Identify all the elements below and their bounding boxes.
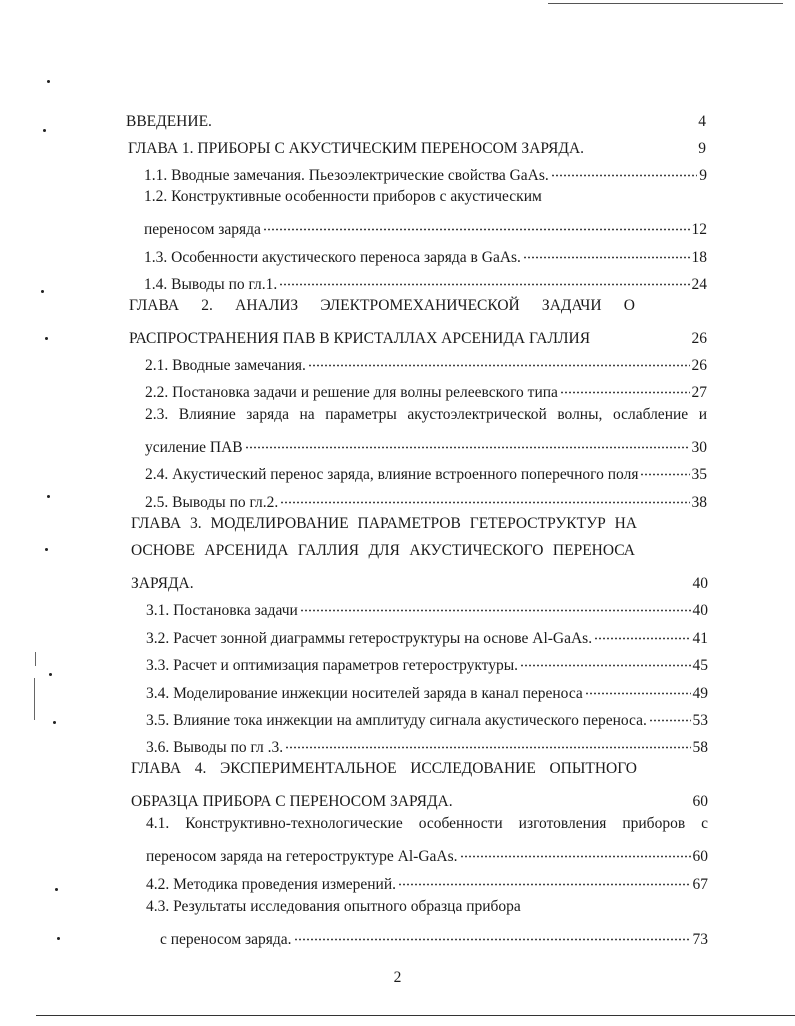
toc-entry-page: 9	[699, 167, 707, 184]
toc-entry-title: ОБРАЗЦА ПРИБОРА С ПЕРЕНОСОМ ЗАРЯДА.	[131, 793, 453, 810]
toc-entry-page: 9	[698, 140, 706, 157]
toc-entry-title: ВВЕДЕНИЕ.	[126, 113, 212, 130]
toc-entry-title: 1.4. Выводы по гл.1.	[144, 276, 278, 293]
scan-bottom-edge-line	[36, 1015, 795, 1016]
toc-entry-title: переносом заряда на гетероструктуре Al-GaAs.	[146, 848, 458, 865]
toc-entry-chapter-2-cont[interactable]	[0, 323, 795, 347]
toc-entry-section-2-5[interactable]	[0, 487, 795, 511]
toc-entry-title: 2.5. Выводы по гл.2.	[145, 494, 279, 511]
toc-entry-title: 3.5. Влияние тока инжекции на амплитуду сигнала акустического переноса.	[146, 712, 647, 729]
scan-margin-mark	[43, 129, 46, 132]
scan-margin-mark	[41, 290, 44, 293]
toc-entry-title: 1.3. Особенности акустического переноса заряда в GaAs.	[144, 249, 521, 266]
toc-dot-leader	[585, 678, 691, 698]
toc-entry-page: 18	[691, 249, 707, 266]
toc-entry-page: 41	[692, 630, 708, 647]
toc-entry-page: 60	[692, 848, 708, 865]
scan-margin-mark	[49, 673, 52, 676]
toc-dot-leader	[294, 924, 691, 944]
toc-entry-page: 26	[691, 357, 707, 374]
toc-entry-title: 3.4. Моделирование инжекции носителей заряда в канал переноса	[146, 685, 583, 702]
toc-entry-page: 4	[698, 113, 706, 130]
toc-entry-title: с переносом заряда.	[160, 931, 292, 948]
toc-dot-leader	[245, 432, 690, 452]
toc-entry-section-4-2[interactable]	[0, 869, 795, 893]
toc-entry-title: ЗАРЯДА.	[131, 575, 194, 592]
toc-entry-section-4-3[interactable]	[0, 897, 795, 917]
toc-dot-leader	[460, 841, 691, 861]
toc-entry-section-1-4[interactable]	[0, 269, 795, 293]
toc-entry-title: 3.6. Выводы по гл .3.	[146, 739, 284, 756]
toc-entry-title: 2.3. Влияние заряда на параметры акустоэлектрической волны, ослабление и	[145, 406, 707, 423]
toc-entry-section-4-3-cont[interactable]	[0, 924, 795, 948]
toc-entry-page: 26	[691, 330, 707, 347]
toc-dot-leader	[308, 350, 690, 370]
toc-entry-page: 40	[692, 602, 708, 619]
toc-entry-section-2-2[interactable]	[0, 377, 795, 401]
toc-dot-leader	[560, 377, 690, 397]
page-number: 2	[393, 969, 402, 986]
toc-entry-page: 53	[692, 712, 708, 729]
toc-entry-section-1-2-cont[interactable]	[0, 214, 795, 238]
toc-entry-page: 40	[692, 575, 708, 592]
toc-entry-section-2-4[interactable]	[0, 459, 795, 483]
toc-entry-title: 3.1. Постановка задачи	[146, 602, 298, 619]
toc-entry-section-3-5[interactable]	[0, 705, 795, 729]
toc-entry-title: 4.3. Результаты исследования опытного образца прибора	[146, 898, 521, 915]
toc-entry-title: 1.1. Вводные замечания. Пьезоэлектрические свойства GaAs.	[144, 167, 549, 184]
toc-entry-chapter-2[interactable]	[0, 296, 795, 316]
toc-entry-title: ГЛАВА 3. МОДЕЛИРОВАНИЕ ПАРАМЕТРОВ ГЕТЕРОСТРУКТУР НА	[131, 515, 637, 532]
toc-entry-section-3-3[interactable]	[0, 650, 795, 674]
toc-dot-leader	[279, 269, 689, 289]
toc-entry-page: 58	[692, 739, 708, 756]
toc-entry-page: 38	[691, 494, 707, 511]
toc-entry-title: переносом заряда	[144, 221, 261, 238]
toc-entry-title: 2.2. Постановка задачи и решение для волны релеевского типа	[145, 384, 558, 401]
toc-dot-leader	[551, 160, 697, 180]
toc-entry-section-1-1[interactable]	[0, 160, 795, 184]
toc-entry-page: 12	[691, 221, 707, 238]
toc-dot-leader	[263, 214, 690, 234]
toc-entry-section-4-1-cont[interactable]	[0, 841, 795, 865]
toc-entry-section-2-1[interactable]	[0, 350, 795, 374]
toc-entry-page: 67	[692, 876, 708, 893]
toc-entry-title: 1.2. Конструктивные особенности приборов с акустическим	[144, 188, 542, 205]
toc-dot-leader	[520, 650, 690, 670]
toc-entry-page: 24	[691, 276, 707, 293]
toc-entry-page: 73	[692, 931, 708, 948]
toc-entry-section-2-3-cont[interactable]	[0, 432, 795, 456]
toc-entry-chapter-3[interactable]	[0, 514, 795, 534]
toc-dot-leader	[523, 242, 690, 262]
toc-entry-chapter-1[interactable]	[0, 133, 795, 157]
toc-entry-section-3-1[interactable]	[0, 595, 795, 619]
toc-entry-title: ОСНОВЕ АРСЕНИДА ГАЛЛИЯ ДЛЯ АКУСТИЧЕСКОГО ПЕРЕНОСА	[131, 542, 635, 559]
toc-entry-page: 30	[691, 439, 707, 456]
toc-dot-leader	[649, 705, 691, 725]
toc-dot-leader	[594, 623, 690, 643]
toc-entry-chapter-4[interactable]	[0, 759, 795, 779]
toc-entry-page: 49	[692, 685, 708, 702]
toc-entry-introduction[interactable]	[0, 106, 795, 130]
toc-dot-leader	[285, 732, 690, 752]
toc-entry-section-3-2[interactable]	[0, 623, 795, 647]
toc-entry-chapter-3-end[interactable]	[0, 568, 795, 592]
toc-dot-leader	[398, 869, 690, 889]
scan-top-edge-line	[548, 3, 783, 4]
toc-entry-title: 3.3. Расчет и оптимизация параметров гетероструктуры.	[146, 657, 519, 674]
toc-entry-page: 60	[692, 793, 708, 810]
toc-entry-chapter-3-cont[interactable]	[0, 541, 795, 561]
toc-entry-section-1-2[interactable]	[0, 187, 795, 207]
toc-entry-section-1-3[interactable]	[0, 242, 795, 266]
toc-entry-section-3-6[interactable]	[0, 732, 795, 756]
toc-entry-section-3-4[interactable]	[0, 678, 795, 702]
toc-entry-title: ГЛАВА 4. ЭКСПЕРИМЕНТАЛЬНОЕ ИССЛЕДОВАНИЕ ОПЫТНОГО	[131, 760, 637, 777]
toc-entry-title: ГЛАВА 1. ПРИБОРЫ С АКУСТИЧЕСКИМ ПЕРЕНОСОМ ЗАРЯДА.	[128, 140, 585, 157]
toc-dot-leader	[280, 487, 689, 507]
toc-entry-section-2-3[interactable]	[0, 405, 795, 425]
toc-entry-section-4-1[interactable]	[0, 814, 795, 834]
toc-entry-title: ГЛАВА 2. АНАЛИЗ ЭЛЕКТРОМЕХАНИЧЕСКОЙ ЗАДАЧИ О	[129, 297, 635, 314]
scan-margin-mark	[47, 80, 50, 83]
toc-entry-title: РАСПРОСТРАНЕНИЯ ПАВ В КРИСТАЛЛАХ АРСЕНИДА ГАЛЛИЯ	[129, 330, 591, 347]
toc-dot-leader	[640, 459, 689, 479]
toc-entry-title: усиление ПАВ	[145, 439, 243, 456]
toc-entry-title: 4.1. Конструктивно-технологические особенности изготовления приборов с	[146, 815, 708, 832]
toc-entry-page: 27	[691, 384, 707, 401]
toc-entry-title: 3.2. Расчет зонной диаграммы гетероструктуры на основе Al-GaAs.	[146, 630, 593, 647]
toc-entry-page: 35	[691, 466, 707, 483]
toc-entry-chapter-4-cont[interactable]	[0, 786, 795, 810]
toc-dot-leader	[300, 595, 691, 615]
toc-entry-page: 45	[692, 657, 708, 674]
toc-entry-title: 4.2. Методика проведения измерений.	[146, 876, 397, 893]
toc-entry-title: 2.1. Вводные замечания.	[145, 357, 306, 374]
toc-entry-title: 2.4. Акустический перенос заряда, влияние встроенного поперечного поля	[145, 466, 639, 483]
